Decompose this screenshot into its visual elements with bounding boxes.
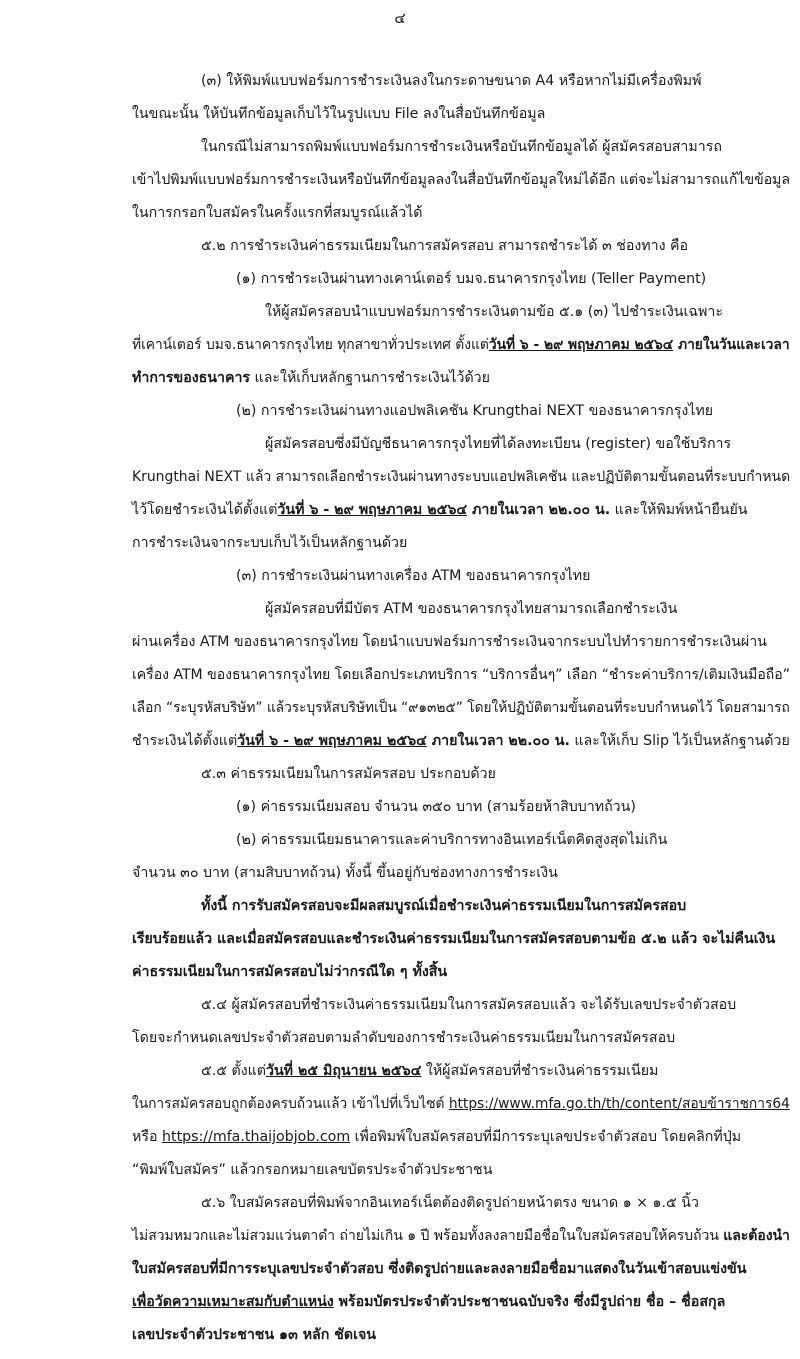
text-line: ทำการของธนาคาร และให้เก็บหลักฐานการชำระเงินไว้ด้วย	[132, 370, 490, 386]
section-heading: ๕.๓ ค่าธรรมเนียมในการสมัครสอบ ประกอบด้วย	[201, 766, 496, 782]
bold-notice: ค่าธรรมเนียมในการสมัครสอบไม่ว่ากรณีใด ๆ ทั้งสิ้น	[132, 964, 448, 980]
date: วันที่ ๒๕ มิถุนายน ๒๕๖๔	[266, 1063, 422, 1079]
text-line: (๑) การชำระเงินผ่านทางเคาน์เตอร์ บมจ.ธนาคารกรุงไทย (Teller Payment)	[236, 271, 707, 287]
section-heading: ๕.๖ ใบสมัครสอบที่พิมพ์จากอินเทอร์เน็ตต้องติดรูปถ่ายหน้าตรง ขนาด ๑ × ๑.๕ นิ้ว	[201, 1195, 699, 1211]
text-line: ผู้สมัครสอบซึ่งมีบัญชีธนาคารกรุงไทยที่ได้ลงทะเบียน (register) ขอใช้บริการ	[265, 436, 732, 452]
bold-notice: เลขประจำตัวประชาชน ๑๓ หลัก ชัดเจน	[132, 1327, 376, 1343]
website-link[interactable]: https://mfa.thaijobjob.com	[162, 1129, 351, 1145]
section-heading: ๕.๒ การชำระเงินค่าธรรมเนียมในการสมัครสอบ สามารถชำระได้ ๓ ช่องทาง คือ	[201, 238, 689, 254]
text-line: ที่เคาน์เตอร์ บมจ.ธนาคารกรุงไทย ทุกสาขาทั่วประเทศ ตั้งแต่วันที่ ๖ - ๒๙ พฤษภาคม ๒๕๖๔ ภายในวันและเวลา	[132, 337, 790, 353]
text-line: ผ่านเครื่อง ATM ของธนาคารกรุงไทย โดยนำแบบฟอร์มการชำระเงินจากระบบไปทำรายการชำระเงินผ่าน	[132, 634, 767, 650]
text-line: ในการกรอกใบสมัครในครั้งแรกที่สมบูรณ์แล้วได้	[132, 205, 423, 221]
text-line: ในกรณีไม่สามารถพิมพ์แบบฟอร์มการชำระเงินหรือบันทึกข้อมูลได้ ผู้สมัครสอบสามารถ	[201, 139, 722, 155]
section-heading: ๕.๕ ตั้งแต่วันที่ ๒๕ มิถุนายน ๒๕๖๔ ให้ผู้สมัครสอบที่ชำระเงินค่าธรรมเนียม	[201, 1063, 659, 1079]
text-line: ในขณะนั้น ให้บันทึกข้อมูลเก็บไว้ในรูปแบบ File ลงในสื่อบันทึกข้อมูล	[132, 106, 546, 122]
section-heading: ๕.๔ ผู้สมัครสอบที่ชำระเงินค่าธรรมเนียมในการสมัครสอบแล้ว จะได้รับเลขประจำตัวสอบ	[201, 997, 737, 1013]
text-line: เครื่อง ATM ของธนาคารกรุงไทย โดยเลือกประเภทบริการ “บริการอื่นๆ” เลือก “ชำระค่าบริการ/เติมเงินมือถือ”	[132, 667, 791, 683]
text-line: การชำระเงินจากระบบเก็บไว้เป็นหลักฐานด้วย	[132, 535, 408, 551]
text-line: “พิมพ์ใบสมัคร” แล้วกรอกหมายเลขบัตรประจำตัวประชาชน	[132, 1162, 493, 1178]
bold-notice: เพื่อวัดความเหมาะสมกับตำแหน่ง พร้อมบัตรประจำตัวประชาชนฉบับจริง ซึ่งมีรูปถ่าย ชื่อ – ชื่อสกุล	[132, 1294, 726, 1310]
bold-notice: ทั้งนี้ การรับสมัครสอบจะมีผลสมบูรณ์เมื่อชำระเงินค่าธรรมเนียมในการสมัครสอบ	[201, 898, 687, 914]
text-line: ให้ผู้สมัครสอบนำแบบฟอร์มการชำระเงินตามข้อ ๕.๑ (๓) ไปชำระเงินเฉพาะ	[265, 304, 723, 320]
text-line: ชำระเงินได้ตั้งแต่วันที่ ๖ - ๒๙ พฤษภาคม ๒๕๖๔ ภายในเวลา ๒๒.๐๐ น. และให้เก็บ Slip ไว้เป็นหลักฐานด้วย	[132, 733, 790, 749]
text-line: เข้าไปพิมพ์แบบฟอร์มการชำระเงินหรือบันทึกข้อมูลลงในสื่อบันทึกข้อมูลใหม่ได้อีก แต่จะไม่สามารถแก้ไขข้อมูล	[132, 172, 791, 188]
text-line: Krungthai NEXT แล้ว สามารถเลือกชำระเงินผ่านทางระบบแอปพลิเคชัน และปฏิบัติตามขั้นตอนที่ระบบกำหนด	[132, 469, 791, 485]
page-number: ๔	[394, 9, 406, 27]
text-line: (๓) ให้พิมพ์แบบฟอร์มการชำระเงินลงในกระดาษขนาด A4 หรือหากไม่มีเครื่องพิมพ์	[201, 73, 702, 89]
text-line: ไว้โดยชำระเงินได้ตั้งแต่วันที่ ๖ - ๒๙ พฤษภาคม ๒๕๖๔ ภายในเวลา ๒๒.๐๐ น. และให้พิมพ์หน้ายืนยัน	[132, 502, 748, 518]
bold-notice: เรียบร้อยแล้ว และเมื่อสมัครสอบและชำระเงินค่าธรรมเนียมในการสมัครสอบตามข้อ ๕.๒ แล้ว จะไม่คืนเงิน	[132, 931, 776, 947]
text-line: ในการสมัครสอบถูกต้องครบถ้วนแล้ว เข้าไปที่เว็บไซต์ https://www.mfa.go.th/th/content/สอบข้าราชการ64	[132, 1096, 790, 1112]
text-line: หรือ https://mfa.thaijobjob.com เพื่อพิมพ์ใบสมัครสอบที่มีการระบุเลขประจำตัวสอบ โดยคลิกที่ปุ่ม	[132, 1129, 742, 1145]
text-line: (๒) การชำระเงินผ่านทางแอปพลิเคชัน Krungthai NEXT ของธนาคารกรุงไทย	[236, 403, 714, 419]
date-range: วันที่ ๖ - ๒๙ พฤษภาคม ๒๕๖๔	[488, 337, 674, 353]
text-line: โดยจะกำหนดเลขประจำตัวสอบตามลำดับของการชำระเงินค่าธรรมเนียมในการสมัครสอบ	[132, 1030, 676, 1046]
bold-notice: ใบสมัครสอบที่มีการระบุเลขประจำตัวสอบ ซึ่งติดรูปถ่ายและลงลายมือชื่อมาแสดงในวันเข้าสอบแข่งขัน	[132, 1261, 747, 1277]
text-line: ผู้สมัครสอบที่มีบัตร ATM ของธนาคารกรุงไทยสามารถเลือกชำระเงิน	[265, 601, 678, 617]
text-line: (๓) การชำระเงินผ่านทางเครื่อง ATM ของธนาคารกรุงไทย	[236, 568, 591, 584]
date-range: วันที่ ๖ - ๒๙ พฤษภาคม ๒๕๖๔	[237, 733, 427, 749]
website-link[interactable]: https://www.mfa.go.th/th/content/สอบข้าราชการ64	[448, 1096, 790, 1112]
text-line: (๒) ค่าธรรมเนียมธนาคารและค่าบริการทางอินเทอร์เน็ตคิดสูงสุดไม่เกิน	[236, 832, 668, 848]
text-line: ไม่สวมหมวกและไม่สวมแว่นตาดำ ถ่ายไม่เกิน ๑ ปี พร้อมทั้งลงลายมือชื่อในใบสมัครสอบให้ครบถ้วน และต้องนำ	[132, 1228, 790, 1244]
text-line: เลือก “ระบุรหัสบริษัท” แล้วระบุรหัสบริษัทเป็น “๙๑๓๒๕” โดยให้ปฏิบัติตามขั้นตอนที่ระบบกำหนดไว้ โดยสามารถ	[132, 700, 790, 716]
date-range: วันที่ ๖ - ๒๙ พฤษภาคม ๒๕๖๔	[277, 502, 468, 518]
text-line: จำนวน ๓๐ บาท (สามสิบบาทถ้วน) ทั้งนี้ ขึ้นอยู่กับช่องทางการชำระเงิน	[132, 865, 558, 881]
text-line: (๑) ค่าธรรมเนียมสอบ จำนวน ๓๕๐ บาท (สามร้อยห้าสิบบาทถ้วน)	[236, 799, 636, 815]
